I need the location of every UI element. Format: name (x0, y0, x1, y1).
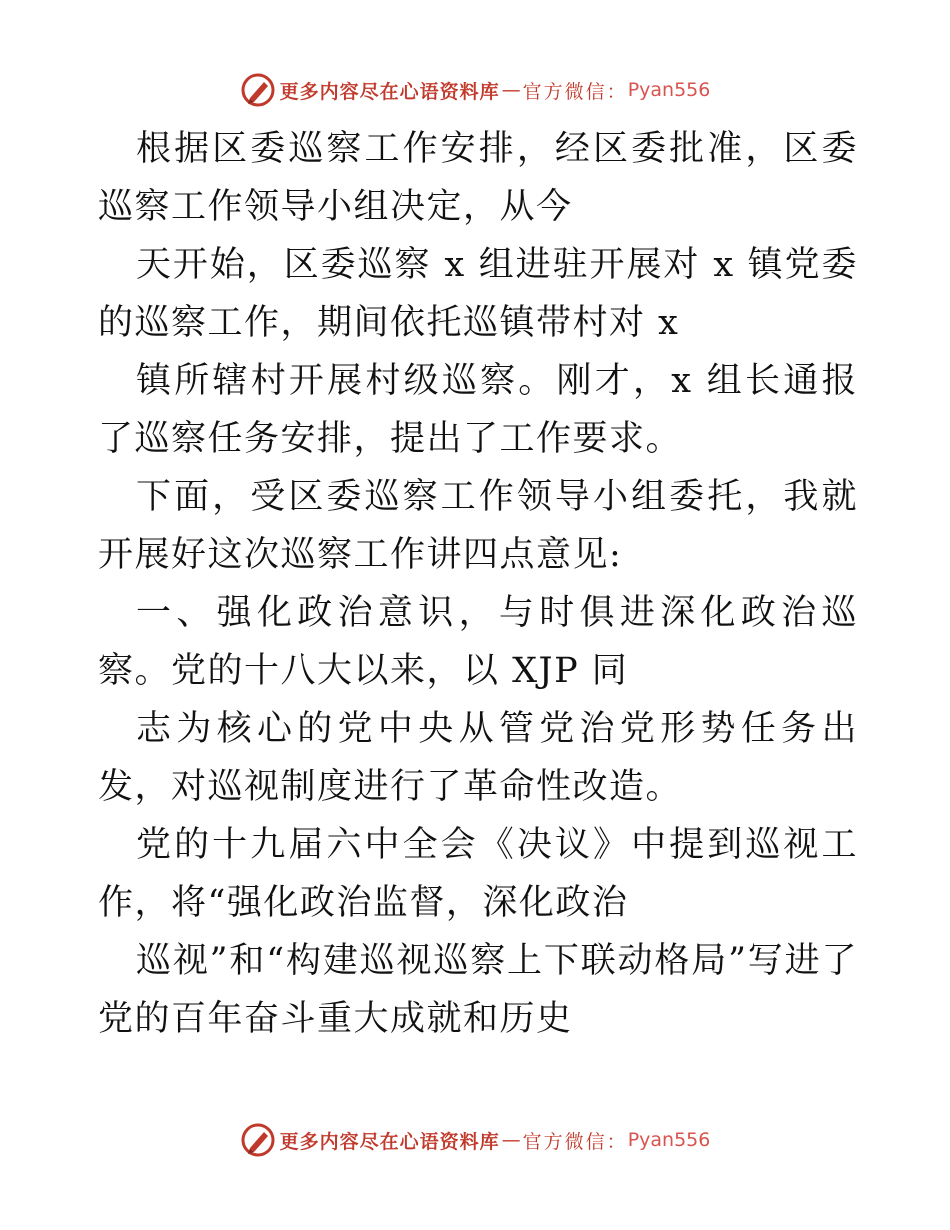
header-watermark (0, 70, 950, 110)
paragraph: 志为核心的党中央从管党治党形势任务出发，对巡视制度进行了革命性改造。 (98, 709, 858, 807)
pen-logo-icon (240, 1122, 276, 1158)
paragraph: 巡视”和“构建巡视巡察上下联动格局”写进了党的百年奋斗重大成就和历史 (98, 941, 858, 1039)
watermark-wechat-id: Pyan556 (627, 79, 711, 101)
paragraph: 一、强化政治意识，与时俱进深化政治巡察。党的十八大以来，以 XJP 同 (98, 593, 858, 691)
paragraph: 党的十九届六中全会《决议》中提到巡视工作，将“强化政治监督，深化政治 (98, 825, 858, 923)
paragraph: 天开始，区委巡察 x 组进驻开展对 x 镇党委的巡察工作，期间依托巡镇带村对 x (98, 245, 858, 343)
paragraph: 根据区委巡察工作安排，经区委批准，区委巡察工作领导小组决定，从今 (98, 129, 858, 227)
paragraph: 下面，受区委巡察工作领导小组委托，我就开展好这次巡察工作讲四点意见: (98, 477, 858, 575)
watermark-brand: 更多内容尽在心语资料库 (279, 1130, 500, 1153)
pen-logo-icon (240, 72, 276, 108)
watermark-brand: 更多内容尽在心语资料库 (279, 80, 500, 103)
document-body (98, 120, 858, 1048)
footer-watermark (0, 1120, 950, 1160)
watermark-separator: — (501, 1129, 521, 1151)
watermark-contact-label: 官方微信： (522, 1130, 628, 1153)
paragraph: 镇所辖村开展村级巡察。刚才，x 组长通报了巡察任务安排，提出了工作要求。 (98, 361, 858, 459)
watermark-separator: — (501, 79, 521, 101)
watermark-contact-label: 官方微信： (522, 80, 628, 103)
watermark-wechat-id: Pyan556 (627, 1129, 711, 1151)
